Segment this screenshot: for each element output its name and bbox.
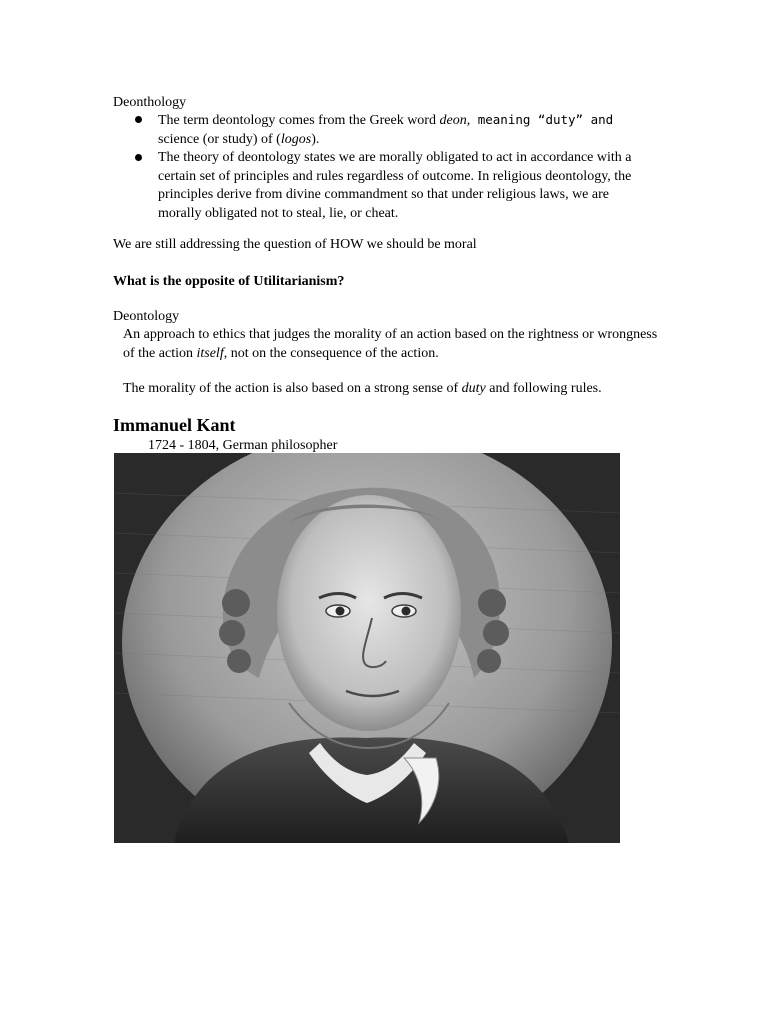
kant-dates: 1724 - 1804, German philosopher — [148, 438, 338, 453]
bullet-item-theory — [113, 149, 653, 223]
bullet-text-logos: logos — [280, 131, 312, 147]
bullet-item-etymology — [113, 111, 653, 149]
bullet-dot-icon — [135, 116, 142, 123]
bullet-text-1c: ). — [311, 131, 320, 147]
duty-text-a: The morality of the action is also based on a strong sense of — [123, 381, 462, 396]
section-heading: Deonthology — [113, 95, 187, 110]
duty-text-b: and following rules. — [485, 381, 602, 396]
addressing-line: We are still addressing the question of HOW we should be moral — [113, 237, 477, 252]
bullet-dot-icon — [135, 154, 142, 161]
kant-heading: Immanuel Kant — [113, 415, 236, 435]
deontology-definition — [123, 326, 663, 363]
definition-text-a: An approach to ethics that judges the morality of an action based on the rightness or wrongness of the action — [123, 327, 658, 361]
bullet-text-1a: The term deontology comes from the Greek word — [158, 113, 440, 128]
bullet-text-theory: The theory of deontology states we are morally obligated to act in accordance with a certain set of principles and rules regardless of outcome. In religious deontology, the principles derive from divine commandment so that under religious laws, we are morally obligated not to steal, lie, or cheat. — [158, 150, 632, 221]
bullet-list — [113, 111, 653, 223]
duty-line — [123, 380, 683, 399]
question-heading: What is the opposite of Utilitarianism? — [113, 274, 345, 289]
bullet-text-1b: science (or study) of ( — [158, 131, 281, 147]
kant-portrait-image — [114, 453, 620, 843]
bullet-text-deon: deon, — [439, 113, 471, 128]
duty-italic: duty — [461, 381, 486, 396]
bullet-text-meaning: meaning “duty” and — [470, 112, 614, 127]
deontology-title: Deontology — [113, 309, 180, 324]
definition-italic: itself — [196, 345, 224, 361]
definition-text-b: , not on the consequence of the action. — [223, 345, 439, 361]
